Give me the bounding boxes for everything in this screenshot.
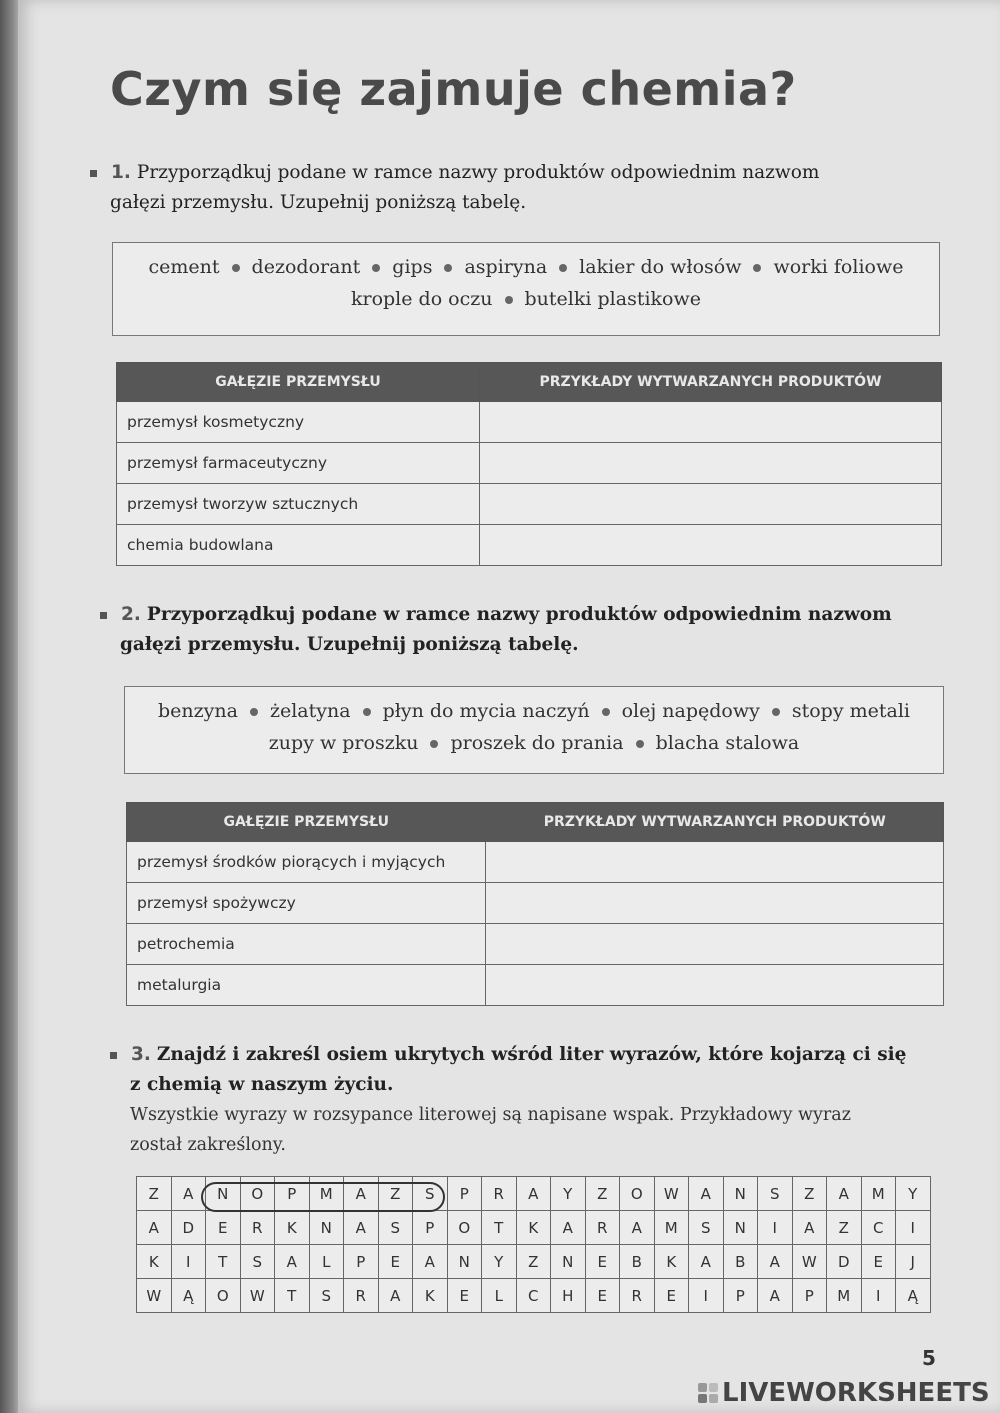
letter-cell[interactable]: M — [862, 1177, 897, 1211]
word-item: lakier do włosów — [579, 256, 742, 278]
answer-cell[interactable] — [480, 443, 942, 484]
letter-cell[interactable]: I — [689, 1279, 724, 1313]
letter-cell[interactable]: A — [137, 1211, 172, 1245]
letter-cell[interactable]: E — [448, 1279, 483, 1313]
letter-cell[interactable]: Z — [586, 1177, 621, 1211]
letter-cell[interactable]: C — [862, 1211, 897, 1245]
letter-cell[interactable]: C — [517, 1279, 552, 1313]
table-row — [127, 842, 944, 883]
task-1-number: 1. — [111, 162, 131, 183]
letter-cell[interactable]: P — [448, 1177, 483, 1211]
letter-cell[interactable]: E — [379, 1245, 414, 1279]
letter-cell[interactable]: N — [448, 1245, 483, 1279]
answer-cell[interactable] — [480, 484, 942, 525]
answer-cell[interactable] — [486, 842, 944, 883]
letter-cell[interactable]: E — [655, 1279, 690, 1313]
letter-cell[interactable]: Y — [896, 1177, 931, 1211]
word-item: worki foliowe — [773, 256, 904, 278]
letter-cell[interactable]: A — [344, 1177, 379, 1211]
task-1-line2: gałęzi przemysłu. Uzupełnij poniższą tabelę. — [110, 192, 527, 213]
letter-cell[interactable]: A — [758, 1279, 793, 1313]
brand-watermark — [698, 1378, 990, 1408]
letter-cell[interactable]: Y — [482, 1245, 517, 1279]
table-row — [127, 965, 944, 1006]
table-row — [127, 924, 944, 965]
letter-cell[interactable]: A — [758, 1245, 793, 1279]
task-2-instruction — [100, 600, 960, 660]
letter-cell[interactable]: A — [827, 1177, 862, 1211]
letter-cell[interactable]: W — [793, 1245, 828, 1279]
letter-cell[interactable]: S — [379, 1211, 414, 1245]
letter-cell[interactable]: W — [241, 1279, 276, 1313]
separator-dot-icon — [363, 708, 371, 716]
task-2-table — [126, 802, 944, 1006]
branch-name: przemysł farmaceutyczny — [117, 443, 480, 484]
letter-cell[interactable]: S — [241, 1245, 276, 1279]
letter-cell[interactable]: I — [896, 1211, 931, 1245]
letter-cell[interactable]: K — [275, 1211, 310, 1245]
letter-cell[interactable]: R — [241, 1211, 276, 1245]
letter-cell[interactable]: R — [482, 1177, 517, 1211]
task-1-word-row-1 — [123, 251, 929, 283]
letter-cell[interactable]: I — [758, 1211, 793, 1245]
separator-dot-icon — [250, 708, 258, 716]
letter-cell[interactable]: Y — [551, 1177, 586, 1211]
letter-cell[interactable]: A — [413, 1245, 448, 1279]
letter-cell[interactable]: W — [655, 1177, 690, 1211]
letter-cell[interactable]: E — [586, 1279, 621, 1313]
branch-name: chemia budowlana — [117, 525, 480, 566]
task-1-line1: Przyporządkuj podane w ramce nazwy produktów odpowiednim nazwom — [136, 162, 820, 183]
answer-cell[interactable] — [480, 525, 942, 566]
separator-dot-icon — [636, 740, 644, 748]
task-2-line2: gałęzi przemysłu. Uzupełnij poniższą tabelę. — [120, 634, 579, 655]
word-item: płyn do mycia naczyń — [382, 700, 590, 722]
table-row — [127, 883, 944, 924]
letter-cell[interactable]: S — [758, 1177, 793, 1211]
letter-cell[interactable]: B — [620, 1245, 655, 1279]
word-item: benzyna — [158, 700, 238, 722]
branch-name: petrochemia — [127, 924, 486, 965]
letter-cell[interactable]: A — [620, 1211, 655, 1245]
word-item: aspiryna — [464, 256, 548, 278]
task-3-note-line1: Wszystkie wyrazy w rozsypance literowej są napisane wspak. Przykładowy wyraz — [130, 1105, 851, 1125]
separator-dot-icon — [444, 264, 452, 272]
letter-cell[interactable]: Z — [827, 1211, 862, 1245]
letter-cell[interactable]: R — [586, 1211, 621, 1245]
task-1-table — [116, 362, 942, 566]
branch-name: metalurgia — [127, 965, 486, 1006]
letter-cell[interactable]: T — [482, 1211, 517, 1245]
word-item: cement — [148, 256, 220, 278]
separator-dot-icon — [559, 264, 567, 272]
letter-cell[interactable]: Z — [379, 1177, 414, 1211]
separator-dot-icon — [772, 708, 780, 716]
word-item: butelki plastikowe — [524, 288, 701, 310]
task-3-note-line2: został zakreślony. — [130, 1135, 286, 1155]
separator-dot-icon — [505, 296, 513, 304]
letter-cell[interactable]: D — [827, 1245, 862, 1279]
answer-cell[interactable] — [486, 965, 944, 1006]
word-item: stopy metali — [791, 700, 910, 722]
letter-cell[interactable]: M — [655, 1211, 690, 1245]
letter-cell[interactable]: N — [206, 1177, 241, 1211]
page-number: 5 — [922, 1346, 936, 1370]
word-item: krople do oczu — [350, 288, 493, 310]
separator-dot-icon — [602, 708, 610, 716]
letter-cell[interactable]: L — [310, 1245, 345, 1279]
task-2-line1: Przyporządkuj podane w ramce nazwy produktów odpowiednim nazwom — [146, 604, 892, 625]
task-2-word-row-2 — [135, 727, 933, 759]
letter-cell[interactable]: K — [517, 1211, 552, 1245]
word-item: żelatyna — [269, 700, 351, 722]
task-2-word-box — [124, 686, 944, 774]
separator-dot-icon — [753, 264, 761, 272]
letter-cell[interactable]: K — [413, 1279, 448, 1313]
letter-cell[interactable]: A — [275, 1245, 310, 1279]
separator-dot-icon — [372, 264, 380, 272]
separator-dot-icon — [232, 264, 240, 272]
letter-cell[interactable]: P — [793, 1279, 828, 1313]
letter-cell[interactable]: A — [551, 1211, 586, 1245]
letter-cell[interactable]: L — [482, 1279, 517, 1313]
task-2-number: 2. — [121, 604, 141, 625]
word-item: olej napędowy — [621, 700, 760, 722]
letter-cell[interactable]: W — [137, 1279, 172, 1313]
letter-cell[interactable]: Z — [137, 1177, 172, 1211]
table-row — [117, 402, 942, 443]
letter-cell[interactable]: P — [275, 1177, 310, 1211]
word-item: proszek do prania — [450, 732, 624, 754]
letter-cell[interactable]: H — [551, 1279, 586, 1313]
word-item: blacha stalowa — [655, 732, 800, 754]
letter-cell[interactable]: M — [310, 1177, 345, 1211]
letter-cell[interactable]: A — [689, 1245, 724, 1279]
letter-cell[interactable]: E — [862, 1245, 897, 1279]
task-bullet-icon — [110, 1052, 117, 1059]
task-1-instruction — [90, 158, 950, 218]
letter-cell[interactable]: R — [344, 1279, 379, 1313]
letter-cell[interactable]: D — [172, 1211, 207, 1245]
letter-cell[interactable]: Z — [517, 1245, 552, 1279]
letter-cell[interactable]: O — [206, 1279, 241, 1313]
letter-cell[interactable]: P — [724, 1279, 759, 1313]
word-item: dezodorant — [251, 256, 361, 278]
letter-cell[interactable]: K — [137, 1245, 172, 1279]
task-bullet-icon — [100, 612, 107, 619]
liveworksheets-logo-icon — [698, 1383, 718, 1403]
task-3-number: 3. — [131, 1044, 151, 1065]
example-word-circle — [201, 1182, 445, 1212]
letter-cell[interactable]: P — [413, 1211, 448, 1245]
letter-cell[interactable]: E — [206, 1211, 241, 1245]
separator-dot-icon — [430, 740, 438, 748]
task-2-header-branch: GAŁĘZIE PRZEMYSŁU — [127, 803, 486, 842]
branch-name: przemysł tworzyw sztucznych — [117, 484, 480, 525]
brand-name: LIVEWORKSHEETS — [722, 1378, 990, 1408]
letter-cell[interactable]: Ą — [896, 1279, 931, 1313]
letter-cell[interactable]: M — [827, 1279, 862, 1313]
task-2-word-row-1 — [135, 695, 933, 727]
letter-cell[interactable]: B — [724, 1245, 759, 1279]
letter-cell[interactable]: R — [620, 1279, 655, 1313]
letter-cell[interactable]: O — [241, 1177, 276, 1211]
letter-cell[interactable]: N — [310, 1211, 345, 1245]
branch-name: przemysł spożywczy — [127, 883, 486, 924]
table-row — [117, 525, 942, 566]
letter-cell[interactable]: A — [517, 1177, 552, 1211]
letter-cell[interactable]: Z — [793, 1177, 828, 1211]
letter-cell[interactable]: I — [172, 1245, 207, 1279]
table-row — [117, 484, 942, 525]
task-bullet-icon — [90, 170, 97, 177]
letter-cell[interactable]: O — [448, 1211, 483, 1245]
task-3-instruction — [110, 1040, 970, 1160]
task-1-header-branch: GAŁĘZIE PRZEMYSŁU — [117, 363, 480, 402]
answer-cell[interactable] — [486, 924, 944, 965]
letter-cell[interactable]: N — [551, 1245, 586, 1279]
letter-cell[interactable]: S — [413, 1177, 448, 1211]
task-1-word-box — [112, 242, 940, 336]
letter-cell[interactable]: T — [206, 1245, 241, 1279]
word-item: gips — [392, 256, 433, 278]
branch-name: przemysł środków piorących i myjących — [127, 842, 486, 883]
letter-cell[interactable]: O — [620, 1177, 655, 1211]
branch-name: przemysł kosmetyczny — [117, 402, 480, 443]
letter-cell[interactable]: T — [275, 1279, 310, 1313]
task-1-word-row-2 — [123, 283, 929, 315]
letter-cell[interactable]: P — [344, 1245, 379, 1279]
letter-cell[interactable]: S — [310, 1279, 345, 1313]
task-2-header-products: PRZYKŁADY WYTWARZANYCH PRODUKTÓW — [486, 803, 944, 842]
task-3-line1: Znajdź i zakreśl osiem ukrytych wśród liter wyrazów, które kojarzą ci się — [156, 1044, 907, 1065]
letter-cell[interactable]: N — [724, 1177, 759, 1211]
letter-cell[interactable]: J — [896, 1245, 931, 1279]
letter-cell[interactable]: A — [344, 1211, 379, 1245]
letter-cell[interactable]: A — [689, 1177, 724, 1211]
answer-cell[interactable] — [486, 883, 944, 924]
letter-cell[interactable]: A — [172, 1177, 207, 1211]
letter-cell[interactable]: A — [379, 1279, 414, 1313]
letter-cell[interactable]: I — [862, 1279, 897, 1313]
word-item: zupy w proszku — [268, 732, 419, 754]
answer-cell[interactable] — [480, 402, 942, 443]
letter-cell[interactable]: Ą — [172, 1279, 207, 1313]
page-title: Czym się zajmuje chemia? — [110, 62, 797, 116]
letter-cell[interactable]: N — [724, 1211, 759, 1245]
table-row — [117, 443, 942, 484]
letter-cell[interactable]: K — [655, 1245, 690, 1279]
task-3-line2: z chemią w naszym życiu. — [130, 1074, 394, 1095]
letter-cell[interactable]: A — [793, 1211, 828, 1245]
task-1-header-products: PRZYKŁADY WYTWARZANYCH PRODUKTÓW — [480, 363, 942, 402]
letter-cell[interactable]: S — [689, 1211, 724, 1245]
letter-cell[interactable]: E — [586, 1245, 621, 1279]
